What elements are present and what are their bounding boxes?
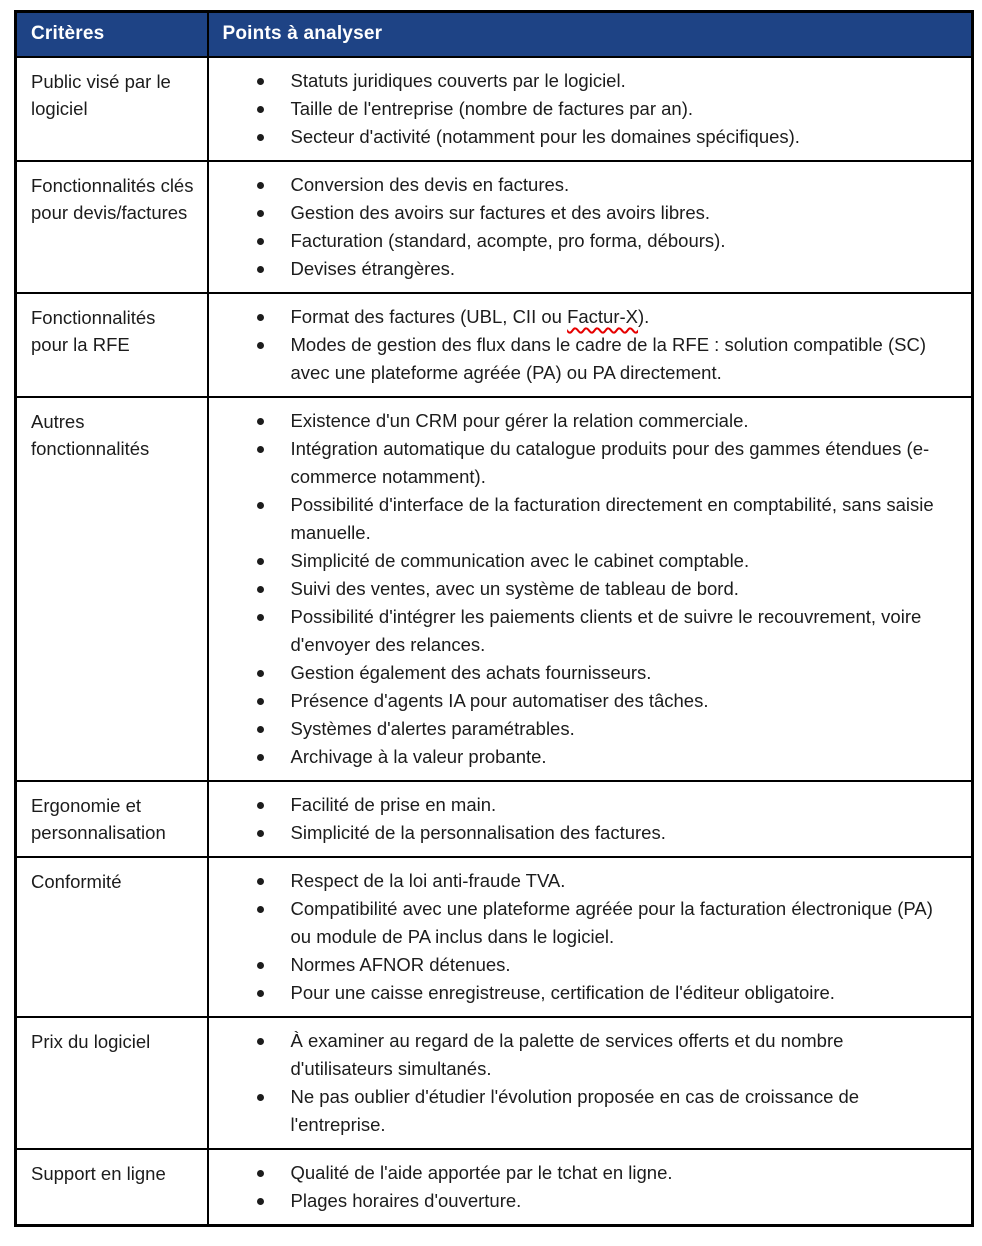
point-item: Taille de l'entreprise (nombre de factures par an).: [209, 95, 972, 123]
point-item: Ne pas oublier d'étudier l'évolution proposée en cas de croissance de l'entreprise.: [209, 1083, 972, 1139]
point-item: Respect de la loi anti-fraude TVA.: [209, 867, 972, 895]
point-item: Systèmes d'alertes paramétrables.: [209, 715, 972, 743]
points-list: [209, 303, 972, 387]
point-item: Facturation (standard, acompte, pro forma, débours).: [209, 227, 972, 255]
header-row: [16, 12, 973, 58]
table-row: [16, 57, 973, 161]
criterion-cell: Conformité: [16, 857, 208, 1017]
criterion-cell: Autres fonctionnalités: [16, 397, 208, 781]
point-item: Suivi des ventes, avec un système de tableau de bord.: [209, 575, 972, 603]
table-row: [16, 397, 973, 781]
point-item: Présence d'agents IA pour automatiser des tâches.: [209, 687, 972, 715]
points-cell: [208, 293, 973, 397]
point-item: Statuts juridiques couverts par le logiciel.: [209, 67, 972, 95]
point-item: Secteur d'activité (notamment pour les domaines spécifiques).: [209, 123, 972, 151]
point-item: Possibilité d'interface de la facturation directement en comptabilité, sans saisie manuelle.: [209, 491, 972, 547]
point-item: Compatibilité avec une plateforme agréée pour la facturation électronique (PA) ou module de PA inclus dans le logiciel.: [209, 895, 972, 951]
criterion-cell: Ergonomie et personnalisation: [16, 781, 208, 857]
criterion-cell: Support en ligne: [16, 1149, 208, 1226]
table-body: [16, 57, 973, 1226]
points-cell: [208, 397, 973, 781]
table-header: [16, 12, 973, 58]
points-list: [209, 1027, 972, 1139]
table-row: [16, 161, 973, 293]
points-list: [209, 1159, 972, 1215]
points-cell: [208, 857, 973, 1017]
criteria-table: [14, 10, 974, 1227]
table-row: [16, 1149, 973, 1226]
point-item: Facilité de prise en main.: [209, 791, 972, 819]
point-item: Pour une caisse enregistreuse, certification de l'éditeur obligatoire.: [209, 979, 972, 1007]
table-row: [16, 1017, 973, 1149]
points-cell: [208, 1017, 973, 1149]
points-list: [209, 867, 972, 1007]
points-list: [209, 407, 972, 771]
table-row: [16, 781, 973, 857]
points-list: [209, 67, 972, 151]
points-cell: [208, 161, 973, 293]
points-cell: [208, 1149, 973, 1226]
point-item: Intégration automatique du catalogue produits pour des gammes étendues (e-commerce notamment).: [209, 435, 972, 491]
table-row: [16, 293, 973, 397]
point-item: Modes de gestion des flux dans le cadre de la RFE : solution compatible (SC) avec une plateforme agréée (PA) ou PA directement.: [209, 331, 972, 387]
point-item: À examiner au regard de la palette de services offerts et du nombre d'utilisateurs simultanés.: [209, 1027, 972, 1083]
points-list: [209, 171, 972, 283]
point-item: Gestion également des achats fournisseurs.: [209, 659, 972, 687]
point-item: Qualité de l'aide apportée par le tchat en ligne.: [209, 1159, 972, 1187]
point-item: Archivage à la valeur probante.: [209, 743, 972, 771]
header-criteres: Critères: [16, 12, 208, 58]
criterion-cell: Prix du logiciel: [16, 1017, 208, 1149]
spellcheck-underlined-word[interactable]: Factur-X: [567, 306, 639, 327]
point-item: Possibilité d'intégrer les paiements clients et de suivre le recouvrement, voire d'envoyer des relances.: [209, 603, 972, 659]
points-cell: [208, 57, 973, 161]
header-points-a-analyser: Points à analyser: [208, 12, 973, 58]
criterion-cell: Fonctionnalités clés pour devis/factures: [16, 161, 208, 293]
criterion-cell: Public visé par le logiciel: [16, 57, 208, 161]
point-item: Gestion des avoirs sur factures et des avoirs libres.: [209, 199, 972, 227]
points-list: [209, 791, 972, 847]
point-item: Normes AFNOR détenues.: [209, 951, 972, 979]
point-item: Simplicité de communication avec le cabinet comptable.: [209, 547, 972, 575]
point-item: Existence d'un CRM pour gérer la relation commerciale.: [209, 407, 972, 435]
table-row: [16, 857, 973, 1017]
point-item: Simplicité de la personnalisation des factures.: [209, 819, 972, 847]
point-item: Plages horaires d'ouverture.: [209, 1187, 972, 1215]
points-cell: [208, 781, 973, 857]
criterion-cell: Fonctionnalités pour la RFE: [16, 293, 208, 397]
point-item: Format des factures (UBL, CII ou Factur-X).: [209, 303, 972, 331]
point-item: Devises étrangères.: [209, 255, 972, 283]
point-item: Conversion des devis en factures.: [209, 171, 972, 199]
